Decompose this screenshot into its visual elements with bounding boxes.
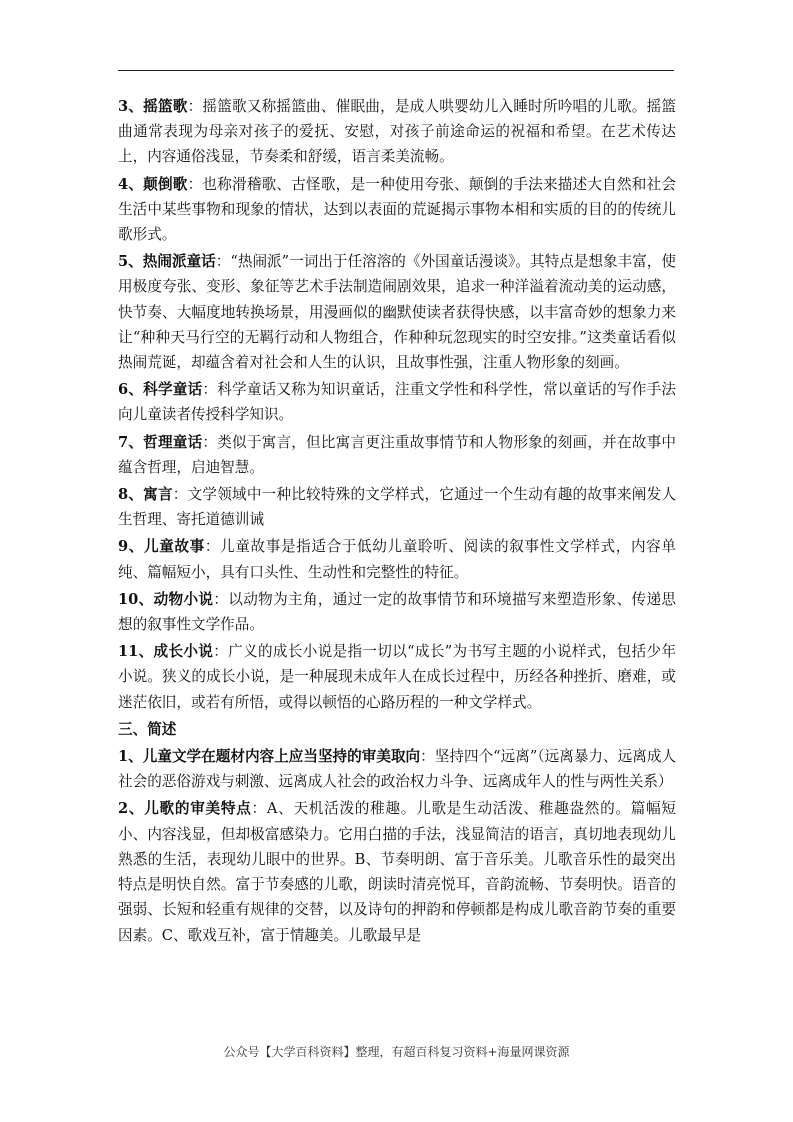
section-heading: 三、简述 (118, 720, 177, 738)
term-title: 8、寓言 (118, 486, 173, 504)
definition-text: 以动物为主角，通过一定的故事情节和环境描写来塑造形象、传递思想的叙事性文学作品。 (118, 590, 676, 634)
definition-6: 6、科学童话：科学童话又称为知识童话，注重文学性和科学性，常以童话的写作手法向儿童读者传授科学知识。 (118, 381, 676, 424)
answer-text: A、天机活泼的稚趣。儿歌是生动活泼、稚趣盎然的。篇幅短小、内容浅显，但却极富感染力。它用白描的手法，浅显简洁的语言，真切地表现幼儿熟悉的生活，表现幼儿眼中的世界。B、节奏明朗、富于音乐美。儿歌音乐性的最突出特点是明快自然。富于节奏感的儿歌，朗读时清亮悦耳，音韵流畅、节奏明快。语音的强弱、长短和轻重有规律的交替，以及诗句的押韵和停顿都是构成儿歌音韵节奏的重要因素。C、歌戏互补，富于情趣美。儿歌最早是 (118, 800, 676, 944)
answer-2: 2、儿歌的审美特点：A、天机活泼的稚趣。儿歌是生动活泼、稚趣盎然的。篇幅短小、内容浅显，但却极富感染力。它用白描的手法，浅显简洁的语言，真切地表现幼儿熟悉的生活，表现幼儿眼中的世界。B、节奏明朗、富于音乐美。儿歌音乐性的最突出特点是明快自然。富于节奏感的儿歌，朗读时清亮悦耳，音韵流畅、节奏明快。语音的强弱、长短和轻重有规律的交替，以及诗句的押韵和停顿都是构成儿歌音韵节奏的重要因素。C、歌戏互补，富于情趣美。儿歌最早是 (118, 800, 676, 944)
definition-9: 9、儿童故事：儿童故事是指适合于低幼儿童聆听、阅读的叙事性文学样式，内容单纯、篇幅短小，具有口头性、生动性和完整性的特征。 (118, 538, 676, 581)
definition-text: 也称滑稽歌、古怪歌，是一种使用夸张、颠倒的手法来描述大自然和社会生活中某些事物和现象的情状，达到以表面的荒诞揭示事物本相和实质的目的的传统儿歌形式。 (118, 175, 676, 244)
term-title: 3、摇篮歌 (118, 98, 188, 115)
term-title: 10、动物小说 (118, 590, 214, 608)
document-body (118, 94, 676, 950)
question-title: 1、儿童文学在题材内容上应当坚持的审美取向 (118, 748, 421, 766)
definition-text: 广义的成长小说是指一切以“成长”为书写主题的小说样式，包括少年小说。狭义的成长小说，是一种展现未成年人在成长过程中，历经各种挫折、磨难，或迷茫依旧，或若有所悟，或得以顿悟的心路历程的一种文学样式。 (118, 643, 676, 711)
term-title: 11、成长小说 (118, 643, 214, 661)
definition-4: 4、颠倒歌：也称滑稽歌、古怪歌，是一种使用夸张、颠倒的手法来描述大自然和社会生活中某些事物和现象的情状，达到以表面的荒诞揭示事物本相和实质的目的的传统儿歌形式。 (118, 175, 676, 244)
answer-1: 1、儿童文学在题材内容上应当坚持的审美取向：坚持四个“远离”（远离暴力、远离成人社会的恶俗游戏与刺激、远离成人社会的政治权力斗争、远离成年人的性与两性关系） (118, 748, 677, 791)
definition-text: 科学童话又称为知识童话，注重文学性和科学性，常以童话的写作手法向儿童读者传授科学知识。 (118, 381, 676, 424)
definition-3: 3、摇篮歌：摇篮歌又称摇篮曲、催眠曲，是成人哄婴幼儿入睡时所吟唱的儿歌。摇篮曲通常表现为母亲对孩子的爱抚、安慰，对孩子前途命运的祝福和希望。在艺术传达上，内容通俗浅显，节奏柔和舒缓，语言柔美流畅。 (118, 98, 676, 166)
definition-10: 10、动物小说：以动物为主角，通过一定的故事情节和环境描写来塑造形象、传递思想的叙事性文学作品。 (118, 590, 676, 634)
question-title: 2、儿歌的审美特点 (118, 800, 252, 818)
term-title: 9、儿童故事 (118, 538, 205, 556)
answer-text: 坚持四个“远离”（远离暴力、远离成人社会的恶俗游戏与刺激、远离成人社会的政治权力斗争、远离成年人的性与两性关系） (118, 748, 677, 791)
definition-7: 7、哲理童话：类似于寓言，但比寓言更注重故事情节和人物形象的刻画，并在故事中蕴含哲理，启迪智慧。 (118, 433, 676, 476)
definition-text: 类似于寓言，但比寓言更注重故事情节和人物形象的刻画，并在故事中蕴含哲理，启迪智慧。 (118, 433, 676, 476)
definition-text: 儿童故事是指适合于低幼儿童聆听、阅读的叙事性文学样式，内容单纯、篇幅短小，具有口头性、生动性和完整性的特征。 (118, 538, 676, 581)
term-title: 5、热闹派童话 (118, 253, 216, 271)
term-title: 6、科学童话 (118, 381, 203, 399)
definition-8: 8、寓言：文学领域中一种比较特殊的文学样式，它通过一个生动有趣的故事来阐发人生哲理、寄托道德训诫 (118, 486, 676, 529)
definition-text: 文学领域中一种比较特殊的文学样式，它通过一个生动有趣的故事来阐发人生哲理、寄托道德训诫 (118, 486, 676, 529)
definition-5: 5、热闹派童话：“热闹派”一词出于任溶溶的《外国童话漫谈》。其特点是想象丰富，使用极度夸张、变形、象征等艺术手法制造闹剧效果，追求一种洋溢着流动美的运动感，快节奏、大幅度地转换场景，用漫画似的幽默使读者获得快感，以丰富奇妙的想象力来让“种种天马行空的无羁行动和人物组合，作种种玩忽现实的时空安排。”这类童话看似热闹荒诞，却蕴含着对社会和人生的认识，且故事性强，注重人物形象的刻画。 (118, 253, 676, 372)
page-footer: 公众号【大学百科资料】整理，有超百科复习资料+海量网课资源 (223, 1045, 570, 1059)
term-title: 4、颠倒歌 (118, 175, 188, 193)
header-rule (118, 70, 674, 71)
definition-text: “热闹派”一词出于任溶溶的《外国童话漫谈》。其特点是想象丰富，使用极度夸张、变形、象征等艺术手法制造闹剧效果，追求一种洋溢着流动美的运动感，快节奏、大幅度地转换场景，用漫画似的幽默使读者获得快感，以丰富奇妙的想象力来让“种种天马行空的无羁行动和人物组合，作种种玩忽现实的时空安排。”这类童话看似热闹荒诞，却蕴含着对社会和人生的认识，且故事性强，注重人物形象的刻画。 (118, 253, 676, 372)
term-title: 7、哲理童话 (118, 433, 203, 451)
definition-11: 11、成长小说：广义的成长小说是指一切以“成长”为书写主题的小说样式，包括少年小说。狭义的成长小说，是一种展现未成年人在成长过程中，历经各种挫折、磨难，或迷茫依旧，或若有所悟，或得以顿悟的心路历程的一种文学样式。 (118, 643, 676, 711)
definition-text: 摇篮歌又称摇篮曲、催眠曲，是成人哄婴幼儿入睡时所吟唱的儿歌。摇篮曲通常表现为母亲对孩子的爱抚、安慰，对孩子前途命运的祝福和希望。在艺术传达上，内容通俗浅显，节奏柔和舒缓，语言柔美流畅。 (118, 98, 676, 166)
